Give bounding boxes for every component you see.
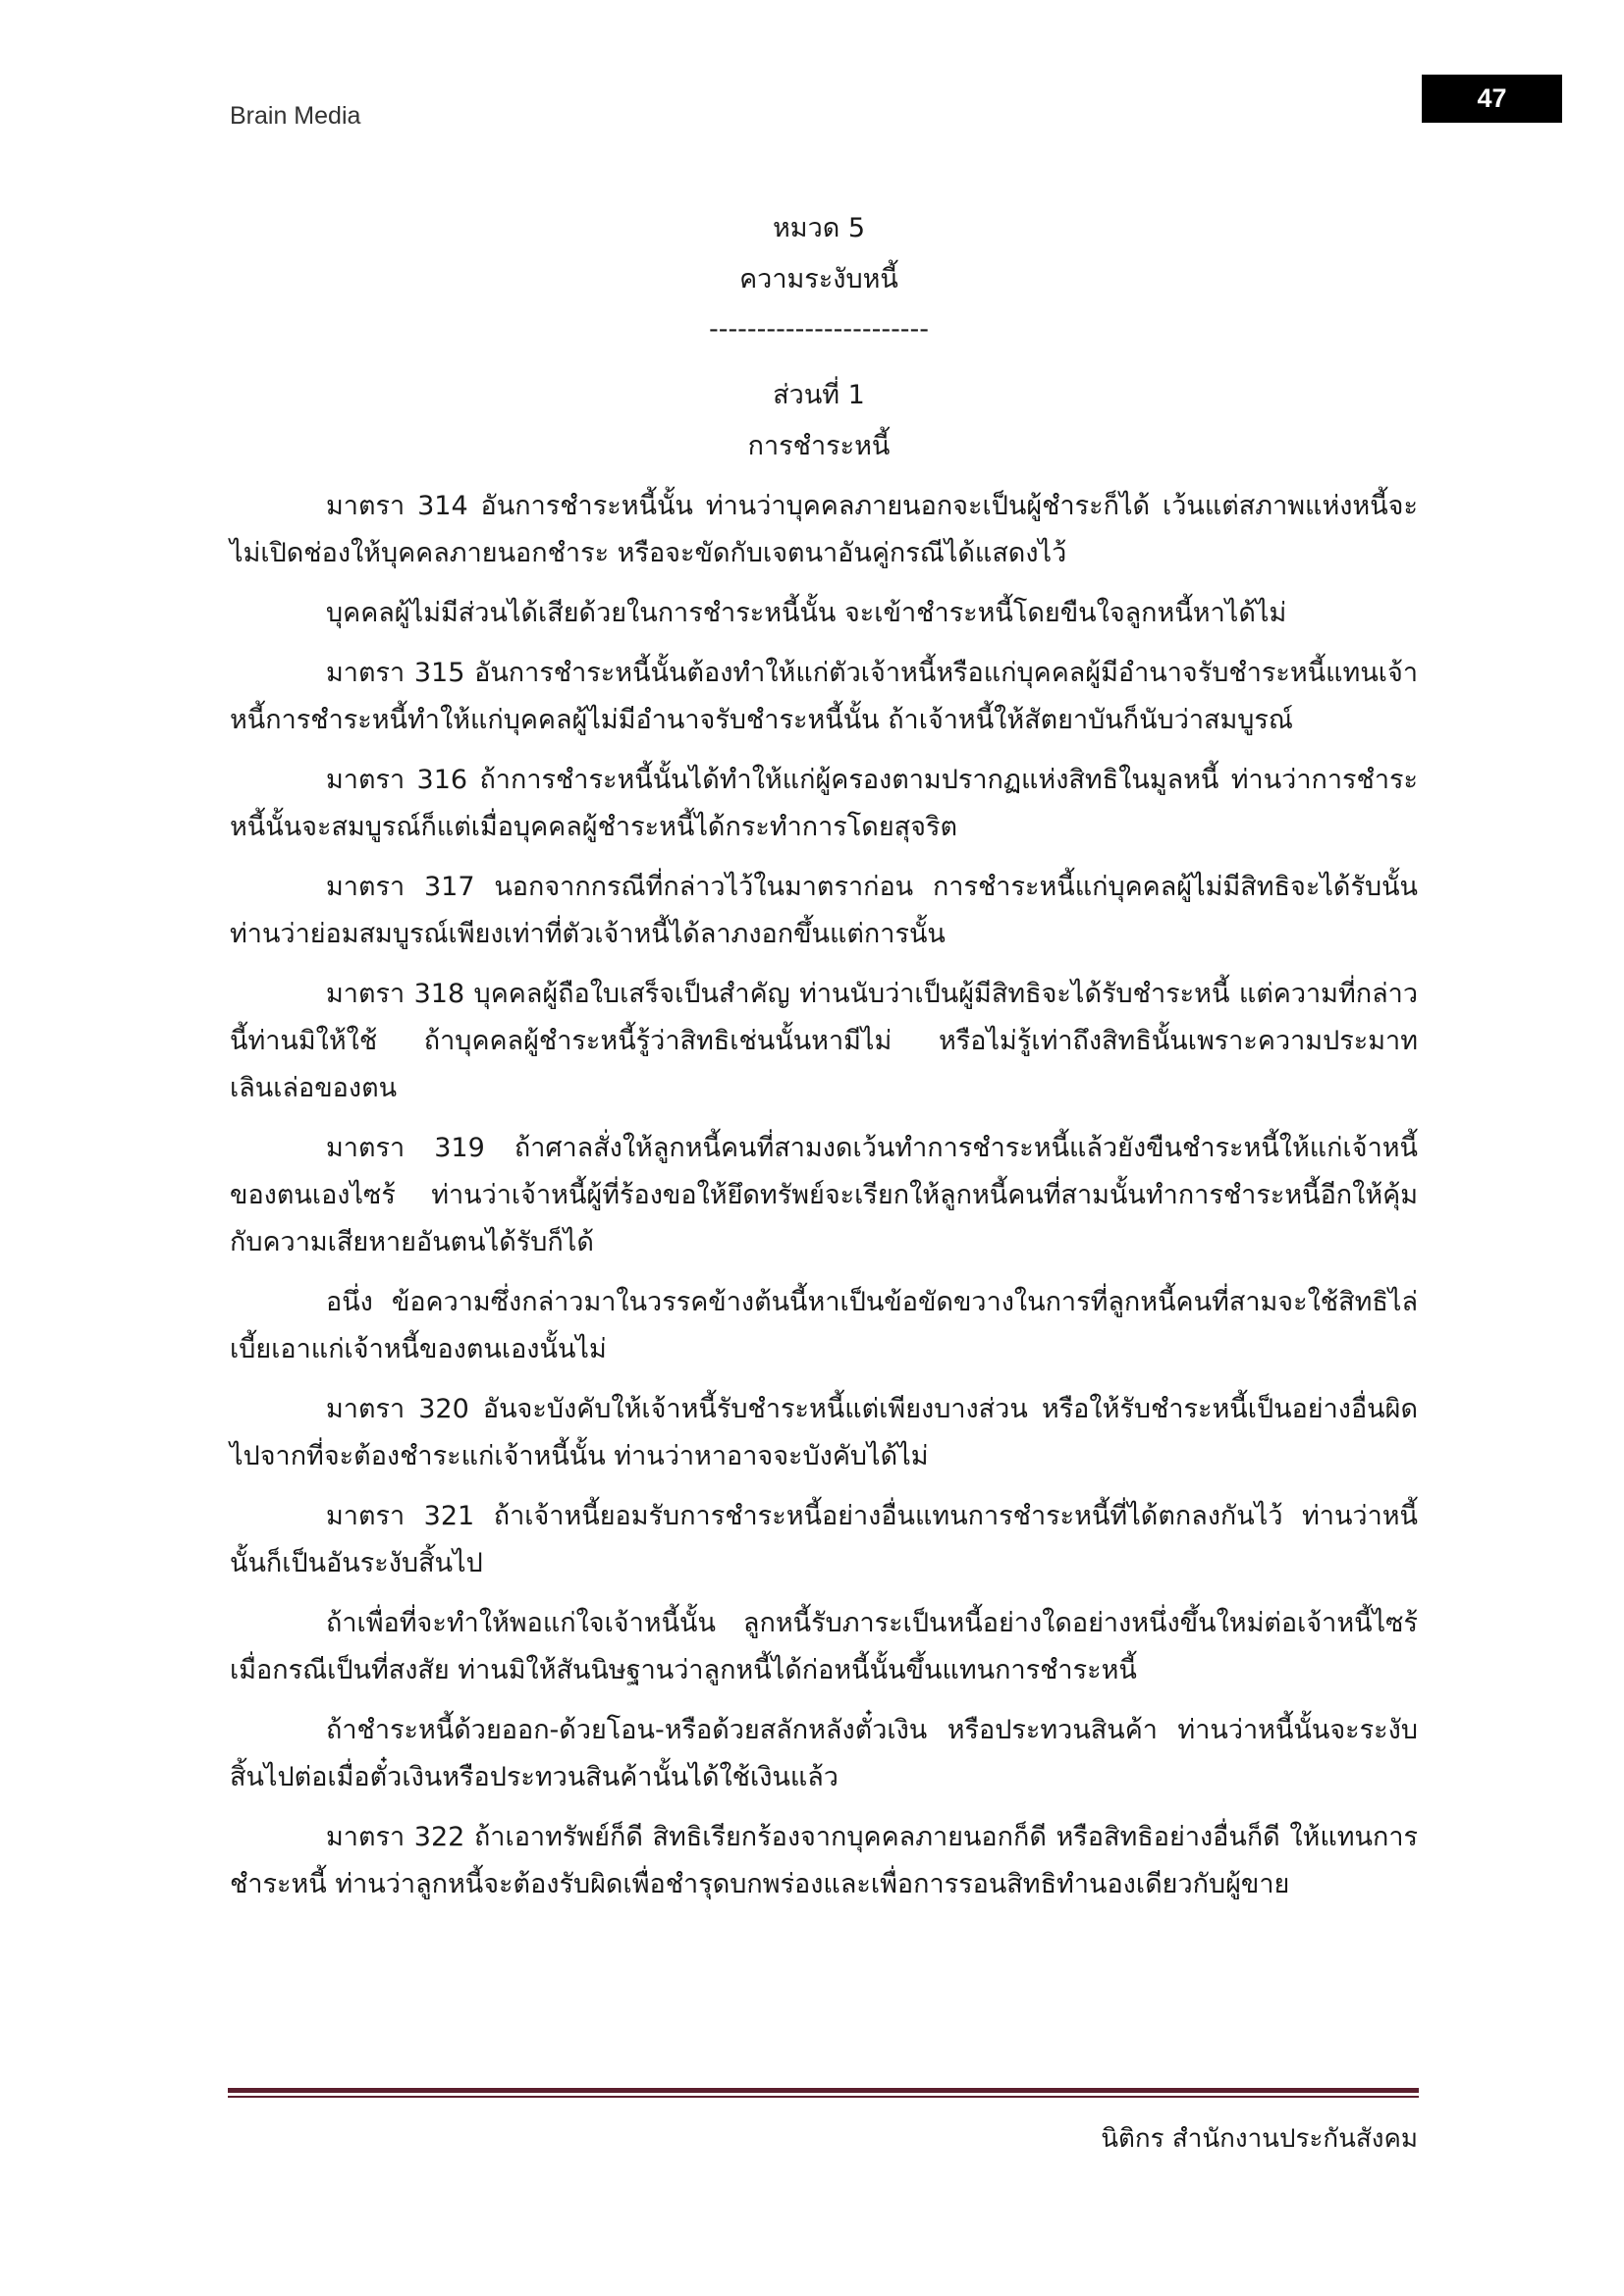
part-label: ส่วนที่ 1 [773, 380, 865, 410]
page-number: 47 [1422, 75, 1562, 123]
chapter-separator: ----------------------- [708, 314, 930, 345]
paragraph: บุคคลผู้ไม่มีส่วนได้เสียด้วยในการชำระหนี้นั้น จะเข้าชำระหนี้โดยขืนใจลูกหนี้หาได้ไม่ [326, 598, 1287, 628]
paragraph: ถ้าเพื่อที่จะทำให้พอแก่ใจเจ้าหนี้นั้น ลูกหนี้รับภาระเป็นหนี้อย่างใดอย่างหนึ่งขึ้นใหม่ต่อเจ้าหนี้ไซร้ เมื่อกรณีเป็นที่สงสัย ท่านมิให้สันนิษฐานว่าลูกหนี้ได้ก่อหนี้นั้นขึ้นแทนการชำระหนี้ [230, 1608, 1418, 1685]
paragraph: มาตรา 322 ถ้าเอาทรัพย์ก็ดี สิทธิเรียกร้องจากบุคคลภายนอกก็ดี หรือสิทธิอย่างอื่นก็ดี ให้แทนการชำระหนี้ ท่านว่าลูกหนี้จะต้องรับผิดเพื่อชำรุดบกพร่องและเพื่อการรอนสิทธิทำนองเดียวกับผู้ขาย [230, 1822, 1418, 1899]
chapter-subtitle: ความระงับหนี้ [739, 264, 898, 294]
chapter-title: หมวด 5 [772, 213, 866, 243]
paragraph: มาตรา 321 ถ้าเจ้าหนี้ยอมรับการชำระหนี้อย่างอื่นแทนการชำระหนี้ที่ได้ตกลงกันไว้ ท่านว่าหนี้นั้นก็เป็นอันระงับสิ้นไป [230, 1501, 1418, 1578]
footer-organization: นิติกร สำนักงานประกันสังคม [1101, 2124, 1418, 2154]
footer-rule-thin [228, 2096, 1419, 2098]
paragraph: ถ้าชำระหนี้ด้วยออก-ด้วยโอน-หรือด้วยสลักหลังตั๋วเงิน หรือประทวนสินค้า ท่านว่าหนี้นั้นจะระงับสิ้นไปต่อเมื่อตั๋วเงินหรือประทวนสินค้านั้นได้ใช้เงินแล้ว [230, 1715, 1418, 1792]
paragraph: มาตรา 320 อันจะบังคับให้เจ้าหนี้รับชำระหนี้แต่เพียงบางส่วน หรือให้รับชำระหนี้เป็นอย่างอื่นผิดไปจากที่จะต้องชำระแก่เจ้าหนี้นั้น ท่านว่าหาอาจจะบังคับได้ไม่ [230, 1394, 1418, 1471]
paragraph: มาตรา 316 ถ้าการชำระหนี้นั้นได้ทำให้แก่ผู้ครองตามปรากฏแห่งสิทธิในมูลหนี้ ท่านว่าการชำระหนี้นั้นจะสมบูรณ์ก็แต่เมื่อบุคคลผู้ชำระหนี้ได้กระทำการโดยสุจริต [230, 765, 1418, 842]
paragraph: มาตรา 314 อันการชำระหนี้นั้น ท่านว่าบุคคลภายนอกจะเป็นผู้ชำระก็ได้ เว้นแต่สภาพแห่งหนี้จะไม่เปิดช่องให้บุคคลภายนอกชำระ หรือจะขัดกับเจตนาอันคู่กรณีได้แสดงไว้ [230, 491, 1418, 568]
body-text [230, 483, 1418, 1908]
paragraph: มาตรา 319 ถ้าศาลสั่งให้ลูกหนี้คนที่สามงดเว้นทำการชำระหนี้แล้วยังขืนชำระหนี้ให้แก่เจ้าหนี้ของตนเองไซร้ ท่านว่าเจ้าหนี้ผู้ที่ร้องขอให้ยึดทรัพย์จะเรียกให้ลูกหนี้คนที่สามนั้นทำการชำระหนี้อีกให้คุ้มกับความเสียหายอันตนได้รับก็ได้ [230, 1133, 1418, 1257]
paragraph: มาตรา 318 บุคคลผู้ถือใบเสร็จเป็นสำคัญ ท่านนับว่าเป็นผู้มีสิทธิจะได้รับชำระหนี้ แต่ความที่กล่าวนี้ท่านมิให้ใช้ ถ้าบุคคลผู้ชำระหนี้รู้ว่าสิทธิเช่นนั้นหามีไม่ หรือไม่รู้เท่าถึงสิทธินั้นเพราะความประมาทเลินเล่อของตน [230, 979, 1418, 1103]
footer-rule [228, 2088, 1419, 2093]
paragraph: อนึ่ง ข้อความซึ่งกล่าวมาในวรรคข้างต้นนี้หาเป็นข้อขัดขวางในการที่ลูกหนี้คนที่สามจะใช้สิทธิไล่เบี้ยเอาแก่เจ้าหนี้ของตนเองนั้นไม่ [230, 1287, 1418, 1364]
publisher-label: Brain Media [230, 102, 361, 130]
paragraph: มาตรา 315 อันการชำระหนี้นั้นต้องทำให้แก่ตัวเจ้าหนี้หรือแก่บุคคลผู้มีอำนาจรับชำระหนี้แทนเจ้าหนี้การชำระหนี้ทำให้แก่บุคคลผู้ไม่มีอำนาจรับชำระหนี้นั้น ถ้าเจ้าหนี้ให้สัตยาบันก็นับว่าสมบูรณ์ [230, 658, 1418, 735]
paragraph: มาตรา 317 นอกจากกรณีที่กล่าวไว้ในมาตราก่อน การชำระหนี้แก่บุคคลผู้ไม่มีสิทธิจะได้รับนั้นท่านว่าย่อมสมบูรณ์เพียงเท่าที่ตัวเจ้าหนี้ได้ลาภงอกขึ้นแต่การนั้น [230, 872, 1418, 949]
part-title: การชำระหนี้ [747, 431, 891, 461]
